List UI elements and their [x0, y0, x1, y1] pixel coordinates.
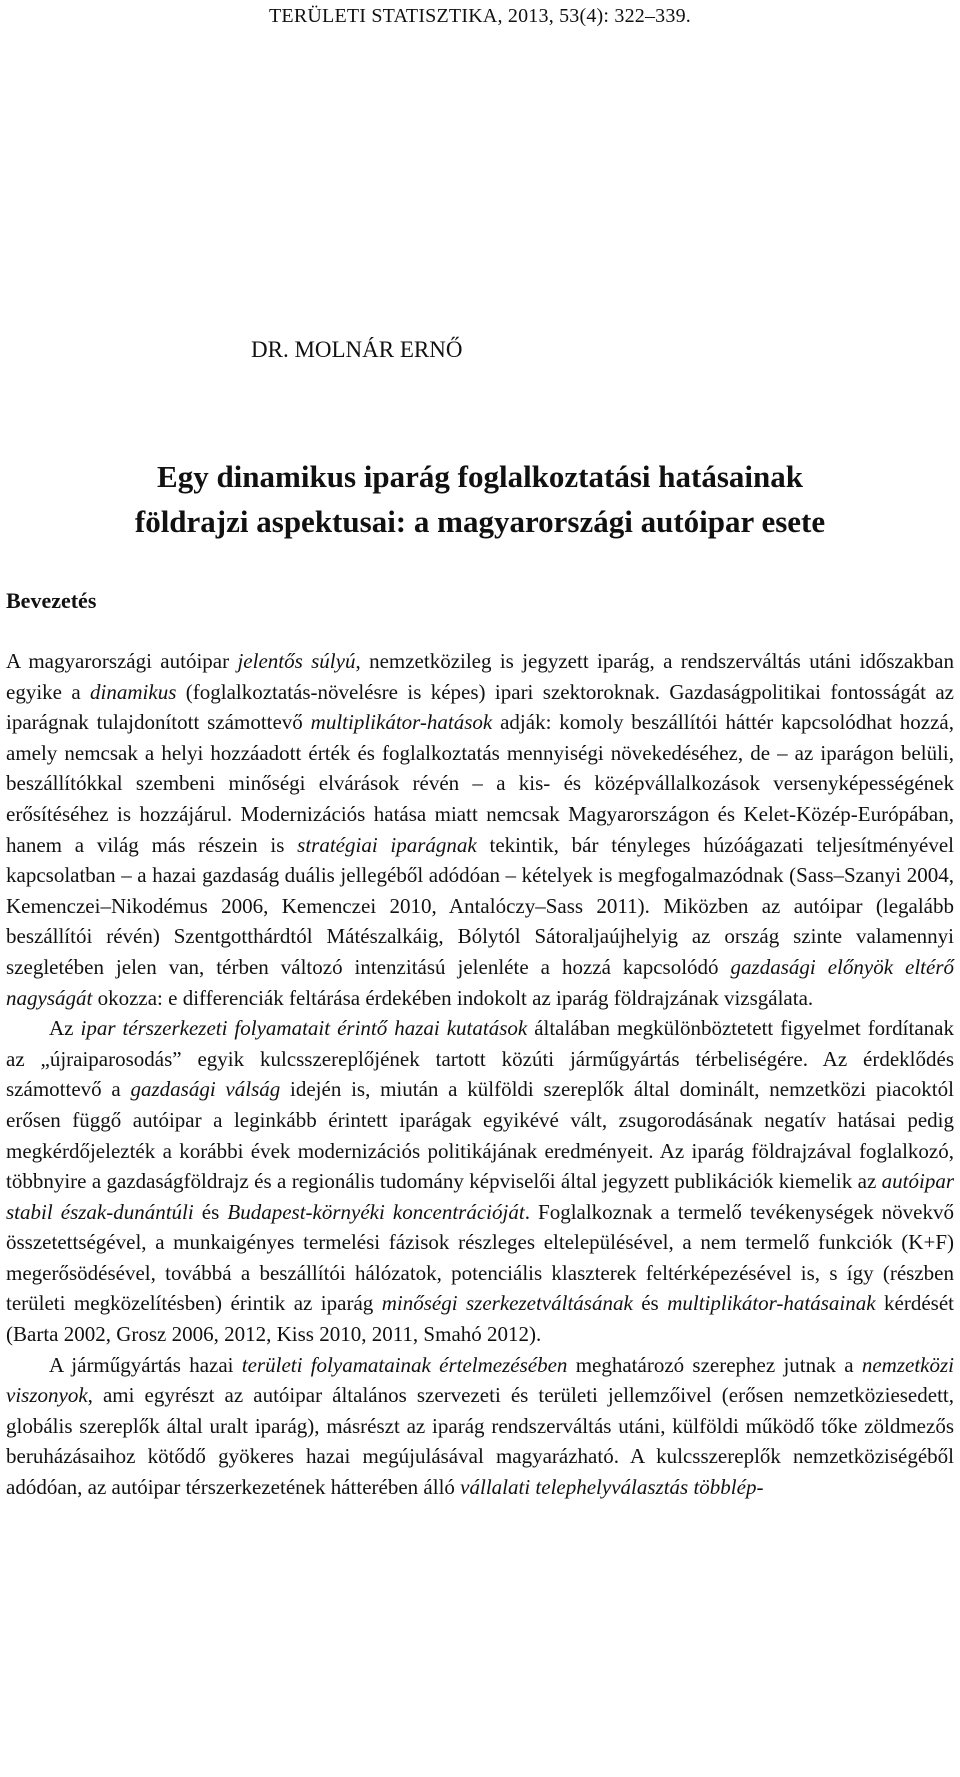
text-run: , nemzetközileg is jegyzett iparág, a rendszerváltás utáni időszakban egyike a: [6, 649, 954, 704]
italic-phrase: autóipar stabil észak-dunántúli: [6, 1169, 954, 1224]
text-run: . Foglalkoznak a termelő tevékenységek növekvő összetettségével, a munkaigényes termelési fázisok részleges eltelepülésével, a nem termelő funkciók (K+F) megerősödésével, továbbá a beszállítói hálózatok, potenciális klaszterek feltérképezésével is, s így (részben területi megközelítésben) érintik az iparág: [6, 1199, 954, 1316]
text-run: általában megkülönböztetett figyelmet fordítanak az „újraiparosodás” egyik kulcsszereplőjének tartott közúti járműgyártás térbeliségére. Az érdeklődés számottevő a: [6, 1016, 954, 1102]
paragraph-2: [6, 1013, 954, 1350]
text-run: A járműgyártás hazai: [49, 1352, 242, 1377]
section-heading: Bevezetés: [6, 588, 97, 613]
italic-phrase: területi folyamatainak értelmezésében: [241, 1352, 568, 1377]
body-text: [6, 646, 954, 1503]
italic-phrase: jelentős súlyú: [237, 649, 356, 673]
article-title: [0, 454, 960, 544]
text-run: idején is, miután a külföldi szereplők által dominált, nemzetközi piacoktól erősen függő autóipar a leginkább érintett iparágak egyikévé vált, zsugorodásának negatív hatásai pedig megkérdőjelezték a korábbi évek modernizációs politikájának eredményeit. Az iparág földrajzával foglalkozó, többnyire a gazdaságföldrajz és a regionális tudomány képviselői által jegyzett publikációk kiemelik az: [6, 1077, 954, 1194]
text-run: A magyarországi autóipar: [6, 649, 238, 673]
italic-phrase: ipar térszerkezeti folyamatait érintő hazai kutatások: [80, 1016, 528, 1041]
italic-phrase: gazdasági válság: [130, 1077, 281, 1102]
title-line-2: földrajzi aspektusai: a magyarországi autóipar esete: [134, 504, 826, 539]
text-run: (foglalkoztatás-növelésre is képes) ipari szektoroknak. Gazdaságpolitikai fontosságát az iparágnak tulajdonított számottevő: [6, 679, 954, 735]
text-run: , ami egyrészt az autóipar általános szervezeti és területi jellemzőivel (erősen nemzetköziesedett, globális szereplők által uralt iparág), másrészt az iparág rendszerváltás utáni, külföldi működő tőke zöldmezős beruházásaihoz kötődő gyökeres hazai megújulásával magyarázható. A kulcsszereplők nemzetköziségéből adódóan, az autóipar térszerkezetének hátterében álló: [6, 1383, 954, 1500]
italic-phrase: vállalati telephelyválasztás többlép-: [460, 1475, 764, 1500]
italic-phrase: multiplikátor-hatásainak: [667, 1291, 876, 1316]
italic-phrase: multiplikátor-hatások: [310, 710, 493, 735]
italic-phrase: gazdasági előnyök eltérő nagyságát: [6, 954, 954, 1010]
text-run: tekintik, bár tényleges húzóágazati teljesítményével kapcsolatban – a hazai gazdaság duális jellegéből adódóan – kételyek is megfogalmazódnak (Sass–Szanyi 2004, Kemenczei–Nikodémus 2006, Kemenczei 2010, Antalóczy–Sass 2011). Miközben az autóipar (legalább beszállítói révén) Szentgotthárdtól Mátészalkáig, Bólytól Sátoraljaújhelyig az ország szinte valamennyi szegletében jelen van, térben változó intenzitású jelenléte a hozzá kapcsolódó: [6, 832, 954, 979]
text-run: és: [193, 1199, 228, 1224]
text-run: meghatározó szerephez jutnak a: [567, 1352, 862, 1377]
title-line-1: Egy dinamikus iparág foglalkoztatási hatásainak: [157, 459, 803, 494]
italic-phrase: Budapest-környéki koncentrációját: [227, 1199, 525, 1224]
paragraph-3: [6, 1350, 954, 1503]
paragraph-1: [6, 646, 954, 1013]
text-run: kérdését (Barta 2002, Grosz 2006, 2012, Kiss 2010, 2011, Smahó 2012).: [6, 1291, 954, 1347]
text-run: Az: [49, 1016, 81, 1041]
text-run: és: [632, 1291, 668, 1316]
running-head: TERÜLETI STATISZTIKA, 2013, 53(4): 322–339.: [269, 5, 691, 27]
italic-phrase: dinamikus: [90, 679, 177, 704]
text-run: okozza: e differenciák feltárása érdekében indokolt az iparág földrajzának vizsgálata.: [92, 985, 814, 1010]
italic-phrase: nemzetközi viszonyok: [6, 1352, 955, 1408]
text-run: adják: komoly beszállítói háttér kapcsolódhat hozzá, amely nemcsak a helyi hozzáadott érték és foglalkoztatás mennyiségi növekedéséhez, de – az iparágon belüli, beszállítókkal szembeni minőségi elvárások révén – a kis- és középvállalkozások versenyképességének erősítéséhez is hozzájárul. Modernizációs hatása miatt nemcsak Magyarországon és Kelet-Közép-Európában, hanem a világ más részein is: [6, 710, 955, 857]
italic-phrase: stratégiai iparágnak: [297, 832, 477, 857]
italic-phrase: minőségi szerkezetváltásának: [381, 1291, 633, 1316]
author-name: DR. MOLNÁR ERNŐ: [251, 337, 463, 362]
